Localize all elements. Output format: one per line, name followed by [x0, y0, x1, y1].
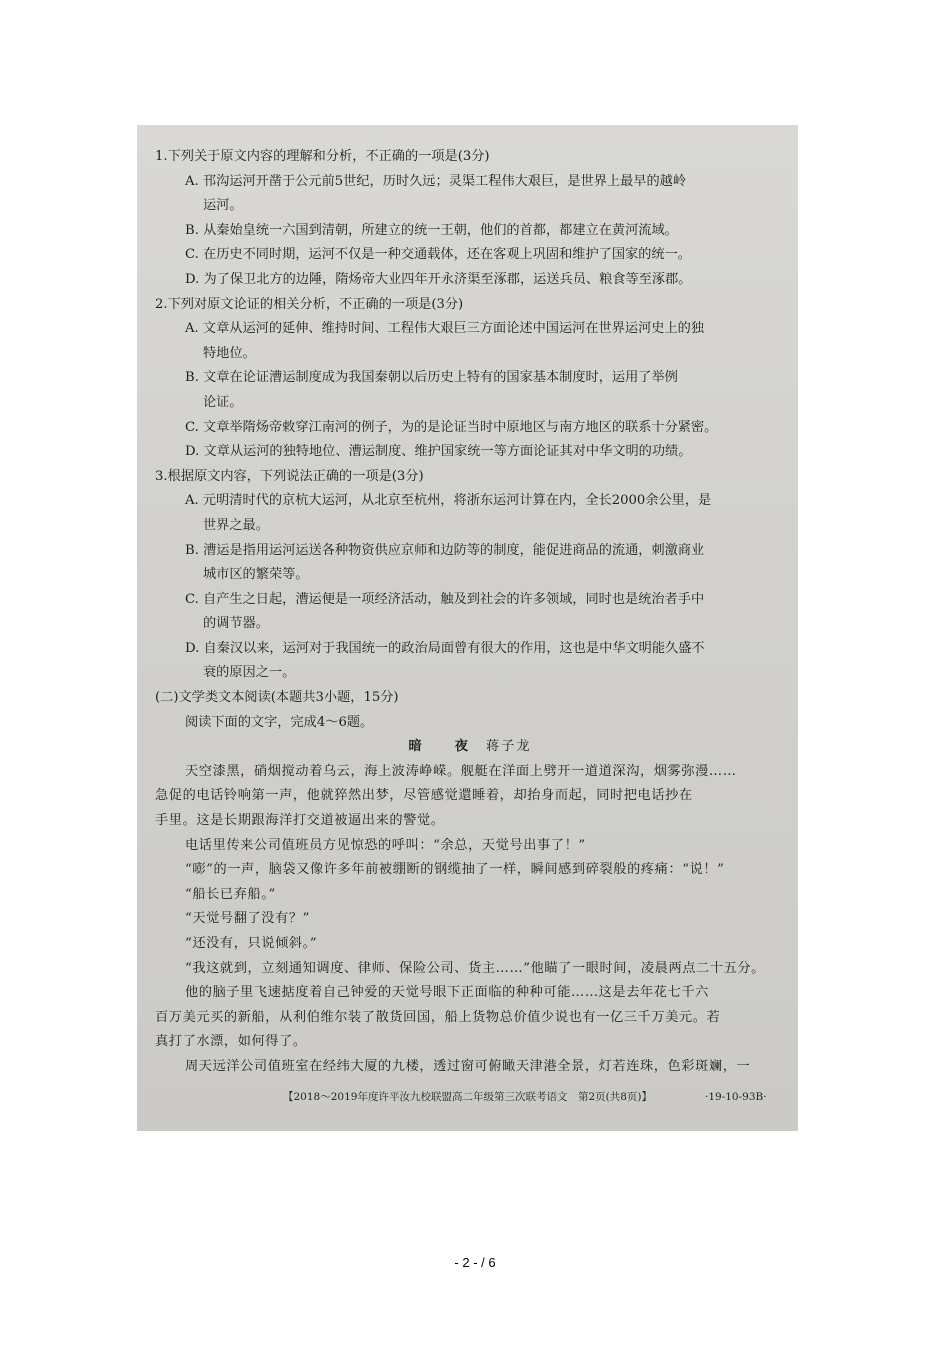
- question-3-stem: 3.根据原文内容，下列说法正确的一项是(3分): [155, 468, 424, 484]
- question-3-option-c-cont: 的调节器。: [203, 616, 269, 632]
- story-paragraph-line: “嘭”的一声，脑袋又像许多年前被绷断的钢缆抽了一样，瞬间感到碎裂般的疼痛：“说！”: [185, 862, 725, 878]
- exam-footer: [137, 1087, 798, 1107]
- question-3-option-c: C. 自产生之日起，漕运便是一项经济活动，触及到社会的许多领域，同时也是统治者手中: [185, 591, 705, 607]
- question-2-option-a: A. 文章从运河的延伸、维持时间、工程伟大艰巨三方面论述中国运河在世界运河史上的独: [185, 321, 705, 337]
- section-2-instruction: 阅读下面的文字，完成4～6题。: [185, 714, 374, 730]
- story-paragraph-line: 急促的电话铃响第一声，他就猝然出梦，尽管感觉還睡着，却抬身而起，同时把电话抄在: [155, 788, 693, 804]
- question-2-option-b-cont: 论证。: [203, 394, 243, 410]
- story-title-line: [155, 735, 785, 760]
- story-paragraph-line: 周天远洋公司值班室在经纬大厦的九楼，透过窗可俯瞰天津港全景，灯若连珠，色彩斑斓，一: [185, 1058, 751, 1074]
- question-1-option-a-cont: 运河。: [203, 198, 243, 214]
- question-3-option-a-cont: 世界之最。: [203, 517, 269, 533]
- question-3-option-d-cont: 衰的原因之一。: [203, 665, 296, 681]
- scanned-exam-page-photo: [137, 125, 798, 1131]
- question-2-stem: 2.下列对原文论证的相关分析，不正确的一项是(3分): [155, 296, 464, 312]
- question-3-option-a: A. 元明清时代的京杭大运河，从北京至杭州，将浙东运河计算在内，全长2000余公里，是: [185, 493, 712, 509]
- question-1-stem: 1.下列关于原文内容的理解和分析，不正确的一项是(3分): [155, 149, 490, 164]
- question-3-option-b: B. 漕运是指用运河运送各种物资供应京师和边防等的制度，能促进商品的流通，刺激商业: [185, 542, 705, 558]
- section-2-heading: (二)文学类文本阅读(本题共3小题，15分): [155, 690, 399, 706]
- story-paragraph-line: 天空漆黑，硝烟搅动着乌云，海上波涛峥嵘。舰艇在洋面上劈开一道道深沟，烟雾弥漫……: [185, 763, 737, 779]
- story-title: 暗 夜: [408, 739, 478, 755]
- question-1-option-c: C. 在历史不同时期，运河不仅是一种交通载体，还在客观上巩固和维护了国家的统一。: [185, 247, 691, 263]
- story-paragraph-line: 电话里传来公司值班员方见惊恐的呼叫：“余总，天觉号出事了！”: [185, 837, 586, 853]
- story-author: 蒋子龙: [486, 739, 532, 755]
- story-paragraph-line: “还没有，只说倾斜。”: [185, 936, 318, 951]
- exam-content: [155, 145, 785, 1080]
- page-number: - 2 - / 6: [454, 1255, 496, 1270]
- story-paragraph-line: 他的脑子里飞速掂度着自己钟爱的天觉号眼下正面临的种种可能……这是去年花七千六: [185, 985, 709, 1001]
- story-paragraph-line: “船长已弃船。”: [185, 886, 276, 902]
- story-paragraph-line: “天觉号翻了没有？”: [185, 911, 310, 927]
- question-1-option-a: A. 邗沟运河开凿于公元前5世纪，历时久远；灵渠工程伟大艰巨，是世界上最早的越岭: [185, 173, 687, 189]
- footer-exam-info: 【2018～2019年度许平汝九校联盟高二年级第三次联考语文 第2页(共8页)】: [283, 1091, 652, 1103]
- story-paragraph-line: 百万美元买的新船，从利伯维尔装了散货回国，船上货物总价值少说也有一亿三千万美元。若: [155, 1009, 721, 1025]
- question-2-option-c: C. 文章举隋炀帝敕穿江南河的例子，为的是论证当时中原地区与南方地区的联系十分紧密。: [185, 419, 718, 435]
- question-3-option-d: D. 自秦汉以来，运河对于我国统一的政治局面曾有很大的作用，这也是中华文明能久盛不: [185, 640, 705, 656]
- footer-code: ·19-10-93B·: [705, 1091, 767, 1103]
- question-1-option-b: B. 从秦始皇统一六国到清朝，所建立的统一王朝，他们的首都，都建立在黄河流域。: [185, 222, 678, 238]
- story-paragraph-line: 真打了水漂，如何得了。: [155, 1034, 307, 1050]
- story-paragraph-line: 手里。这是长期跟海洋打交道被逼出来的警觉。: [155, 813, 445, 829]
- question-3-option-b-cont: 城市区的繁荣等。: [203, 567, 309, 583]
- question-2-option-d: D. 文章从运河的独特地位、漕运制度、维护国家统一等方面论证其对中华文明的功绩。: [185, 444, 692, 460]
- story-paragraph-line: “我这就到，立刻通知调度、律师、保险公司、货主……”他瞄了一眼时间，凌晨两点二十五分。: [185, 960, 765, 976]
- question-1-option-d: D. 为了保卫北方的边陲，隋炀帝大业四年开永济渠至涿郡，运送兵员、粮食等至涿郡。: [185, 271, 692, 287]
- question-2-option-a-cont: 特地位。: [203, 345, 256, 361]
- question-2-option-b: B. 文章在论证漕运制度成为我国秦朝以后历史上特有的国家基本制度时，运用了举例: [185, 370, 678, 386]
